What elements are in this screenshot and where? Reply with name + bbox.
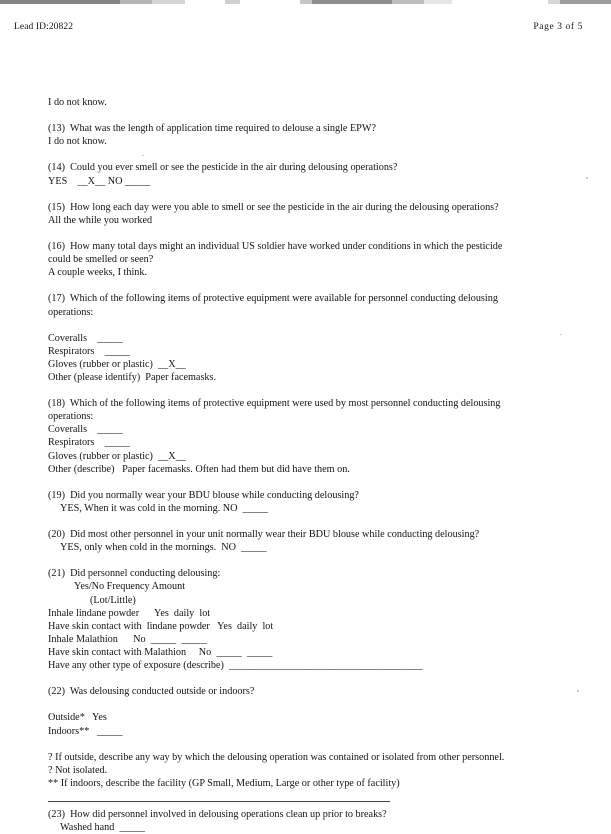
- question-13: (13) What was the length of application time required to delouse a single EPW?: [48, 123, 376, 135]
- question-22: (22) Was delousing conducted outside or indoors?: [48, 686, 255, 698]
- q17-item-respirators: Respirators _____: [48, 345, 131, 357]
- footnote-outside: ? If outside, describe any way by which the delousing operation was contained or isolated from other personnel.: [48, 751, 505, 763]
- question-18-line-2: operations:: [48, 411, 94, 423]
- scan-speck-artifact: [577, 690, 579, 692]
- answer-22-indoors: Indoors** _____: [48, 725, 123, 737]
- answer-12: I do not know.: [48, 97, 107, 108]
- footnote-indoors: ** If indoors, describe the facility (GP Small, Medium, Large or other type of facility): [48, 777, 400, 789]
- question-20: (20) Did most other personnel in your unit normally wear their BDU blouse while conducting delousing?: [48, 529, 480, 541]
- q21-row-inhale-lindane: Inhale lindane powder Yes daily lot: [48, 607, 211, 619]
- answer-23: Washed hand _____: [60, 822, 145, 834]
- question-17-line-2: operations:: [48, 306, 94, 318]
- question-16-line-2: could be smelled or seen?: [48, 254, 154, 266]
- q21-column-subheader: (Lot/Little): [90, 594, 136, 606]
- q18-item-other: Other (describe) Paper facemasks. Often had them but did have them on.: [48, 463, 350, 475]
- answer-22-outside: Outside* Yes: [48, 712, 107, 724]
- q17-item-gloves: Gloves (rubber or plastic) __X__: [48, 358, 186, 370]
- q21-column-header: Yes/No Frequency Amount: [74, 581, 186, 593]
- horizontal-divider: [48, 801, 390, 802]
- question-18-line-1: (18) Which of the following items of protective equipment were used by most personnel conducting delousing: [48, 398, 501, 410]
- question-19: (19) Did you normally wear your BDU blouse while conducting delousing?: [48, 489, 359, 501]
- question-14: (14) Could you ever smell or see the pesticide in the air during delousing operations?: [48, 162, 398, 174]
- page-header: [0, 22, 611, 38]
- q18-item-gloves: Gloves (rubber or plastic) __X__: [48, 450, 186, 462]
- q21-row-other-exposure: Have any other type of exposure (describe) ______________________________________: [48, 660, 423, 672]
- footnote-outside-answer: ? Not isolated.: [48, 764, 108, 776]
- q17-item-coveralls: Coveralls _____: [48, 332, 123, 344]
- questionnaire-body: [48, 96, 568, 834]
- q21-row-inhale-malathion: Inhale Malathion No _____ _____: [48, 633, 207, 645]
- q21-row-skin-lindane: Have skin contact with lindane powder Yes daily lot: [48, 620, 274, 632]
- question-15: (15) How long each day were you able to smell or see the pesticide in the air during the delousing operations?: [48, 201, 499, 213]
- q18-item-respirators: Respirators _____: [48, 437, 131, 449]
- q17-item-other: Other (please identify) Paper facemasks.: [48, 371, 217, 383]
- answer-16: A couple weeks, I think.: [48, 267, 148, 279]
- answer-20: YES, only when cold in the mornings. NO _____: [60, 542, 267, 554]
- q18-item-coveralls: Coveralls _____: [48, 424, 123, 436]
- scan-speck-artifact: [586, 177, 588, 179]
- lead-id-label: Lead ID:20822: [14, 22, 74, 32]
- answer-19: YES, When it was cold in the morning. NO _____: [60, 502, 269, 514]
- question-23: (23) How did personnel involved in delousing operations clean up prior to breaks?: [48, 808, 387, 820]
- question-17-line-1: (17) Which of the following items of protective equipment were available for personnel conducting delousing: [48, 293, 498, 305]
- answer-14: YES __X__ NO _____: [48, 175, 151, 187]
- q21-row-skin-malathion: Have skin contact with Malathion No _____ _____: [48, 646, 273, 658]
- question-21: (21) Did personnel conducting delousing:: [48, 568, 221, 580]
- horizontal-divider-wrapper: [48, 790, 568, 802]
- answer-15: All the while you worked: [48, 214, 153, 226]
- scan-edge-artifact: [0, 0, 611, 4]
- page-number-label: Page 3 of 5: [533, 22, 583, 32]
- question-16-line-1: (16) How many total days might an individual US soldier have worked under conditions in which the pesticide: [48, 241, 503, 253]
- answer-13: I do not know.: [48, 136, 107, 148]
